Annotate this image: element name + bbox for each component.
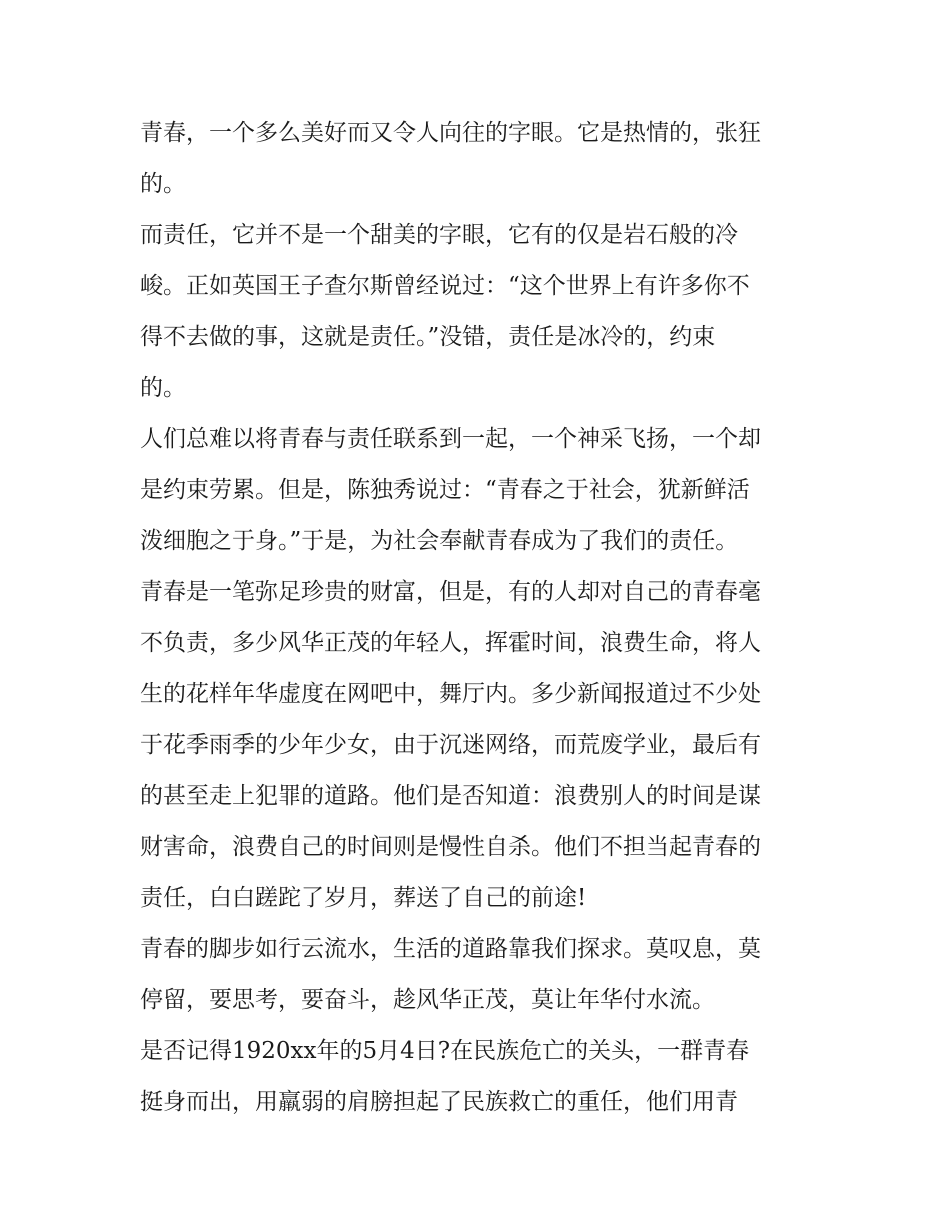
text-line: 不负责，多少风华正茂的年轻人，挥霍时间，浪费生命，将人: [140, 630, 761, 656]
text-line: 的。: [140, 375, 186, 401]
text-line: 的甚至走上犯罪的道路。他们是否知道：浪费别人的时间是谋: [140, 783, 761, 809]
text-line: 而责任，它并不是一个甜美的字眼，它有的仅是岩石般的冷: [140, 222, 738, 248]
text-line: 泼细胞之于身。”于是，为社会奉献青春成为了我们的责任。: [140, 528, 739, 554]
text-line: 停留，要思考，要奋斗，趁风华正茂，莫让年华付水流。: [140, 987, 715, 1013]
text-line: 责任，白白蹉跎了岁月，葬送了自己的前途!: [140, 885, 587, 911]
text-line: 的。: [140, 171, 186, 197]
text-line: 人们总难以将青春与责任联系到一起，一个神采飞扬，一个却: [140, 426, 761, 452]
text-line: 青春，一个多么美好而又令人向往的字眼。它是热情的，张狂: [140, 120, 761, 146]
text-line: 是约束劳累。但是，陈独秀说过：“青春之于社会，犹新鲜活: [140, 477, 750, 503]
text-line: 青春是一笔弥足珍贵的财富，但是，有的人却对自己的青春毫: [140, 579, 761, 605]
text-line: 挺身而出，用羸弱的肩膀担起了民族救亡的重任，他们用青: [140, 1089, 738, 1115]
text-line: 峻。正如英国王子查尔斯曾经说过：“这个世界上有许多你不: [140, 273, 750, 299]
text-line: 于花季雨季的少年少女，由于沉迷网络，而荒废学业，最后有: [140, 732, 761, 758]
text-line: 青春的脚步如行云流水，生活的道路靠我们探求。莫叹息，莫: [140, 936, 761, 962]
text-line: 生的花样年华虚度在网吧中，舞厅内。多少新闻报道过不少处: [140, 681, 761, 707]
body-text: [140, 108, 830, 1128]
text-line: 财害命，浪费自己的时间则是慢性自杀。他们不担当起青春的: [140, 834, 761, 860]
text-line: 是否记得1920xx年的5月4日?在民族危亡的关头，一群青春: [140, 1038, 750, 1064]
text-line: 得不去做的事，这就是责任。”没错，责任是冰冷的，约束: [140, 324, 716, 350]
